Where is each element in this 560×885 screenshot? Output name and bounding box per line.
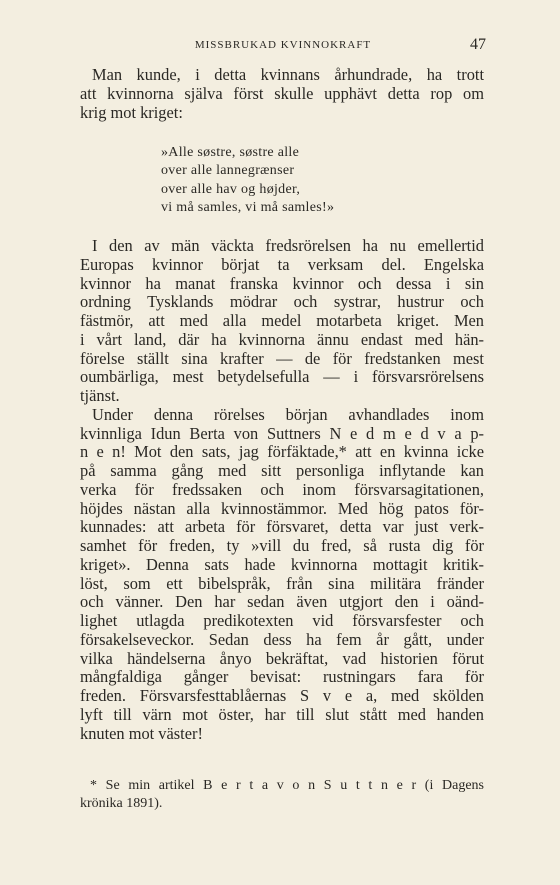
text-line: n e n! Mot den sats, jag förfäktade,* att en kvinna icke [80, 442, 484, 462]
text-line: tjänst. [80, 386, 120, 405]
text-line: oumbärliga, mest betydelsefulla — i försvarsrörelsens [80, 367, 484, 387]
intro-paragraph [80, 66, 484, 122]
poem-quote [161, 144, 421, 217]
text-line: försakelseveckor. Sedan dess ha fem år gått, under [80, 629, 484, 649]
footnote-line: * Se min artikel B e r t a v o n S u t t n e r (i Dagens [90, 778, 484, 793]
text-line: lyft till värn mot öster, har till slut stått med handen [80, 704, 484, 724]
text-line: Under denna rörelses början avhandlades inom [92, 404, 484, 424]
text-line: i vårt land, där ha kvinnorna ännu endast med hän- [80, 329, 484, 349]
text-line: kvinnor ha manat franska kvinnor och dessa i sin [80, 273, 484, 293]
poem-line: vi må samles, vi må samles!» [161, 199, 335, 215]
poem-line: over alle hav og højder, [161, 181, 301, 197]
text-line: ordning Tysklands mödrar och systrar, hustrur och [80, 292, 484, 312]
text-line: samhet för freden, ty »vill du fred, så rusta dig för [80, 536, 484, 555]
text-line: knuten mot väster! [80, 723, 203, 743]
text-line: I den av män väckta fredsrörelsen ha nu emellertid [92, 236, 484, 255]
poem-line: over alle lannegrænser [161, 163, 295, 179]
text-line: på samma gång med sitt personliga inflytande kan [80, 461, 484, 480]
footnote [80, 777, 484, 813]
text-line: kriget». Denna sats hade kvinnorna mottagit kritik- [80, 554, 484, 574]
text-line: förelse ställt sina krafter — de för fredstanken mest [80, 348, 484, 368]
body-text [80, 237, 484, 743]
text-line: vilka händelserna ånyo bekräftat, vad historien förut [80, 648, 484, 668]
text-line: verka för fredssaken och inom försvarsagitationen, [80, 479, 484, 499]
text-line: löst, som ett bibelspråk, från sina militära fränder [80, 573, 484, 593]
text-line: lighet utlagda predikotexten vid försvarsfester och [80, 611, 484, 630]
text-line: kvinnliga Idun Berta von Suttners N e d m e d v a p- [80, 423, 484, 443]
text-line: fästmör, att med alla medel motarbeta kriget. Men [80, 311, 484, 330]
text-line: Europas kvinnor börjat ta verksam del. Engelska [80, 254, 484, 274]
text-line: och vänner. Den har sedan även utgjort den i oänd- [80, 592, 484, 612]
text-line: krig mot kriget: [80, 102, 183, 122]
text-line: höjdes nästan alla kvinnostämmor. Med hög patos för- [80, 498, 484, 518]
text-line: freden. Försvarsfesttablåernas S v e a, med skölden [80, 686, 484, 705]
text-line: Man kunde, i detta kvinnans århundrade, ha trott [92, 65, 484, 84]
footnote-line: krönika 1891). [80, 796, 163, 811]
running-head [82, 37, 484, 55]
text-line: att kvinnorna själva först skulle upphävt detta rop om [80, 83, 484, 103]
text-line: kunnades: att arbeta för försvaret, detta var just verk- [80, 517, 484, 537]
page-number: 47 [470, 36, 486, 53]
text-line: mångfaldiga gånger bevisat: rustningars fara för [80, 667, 484, 687]
running-title: MISSBRUKAD KVINNOKRAFT [194, 39, 372, 51]
poem-line: »Alle søstre, søstre alle [161, 145, 300, 160]
